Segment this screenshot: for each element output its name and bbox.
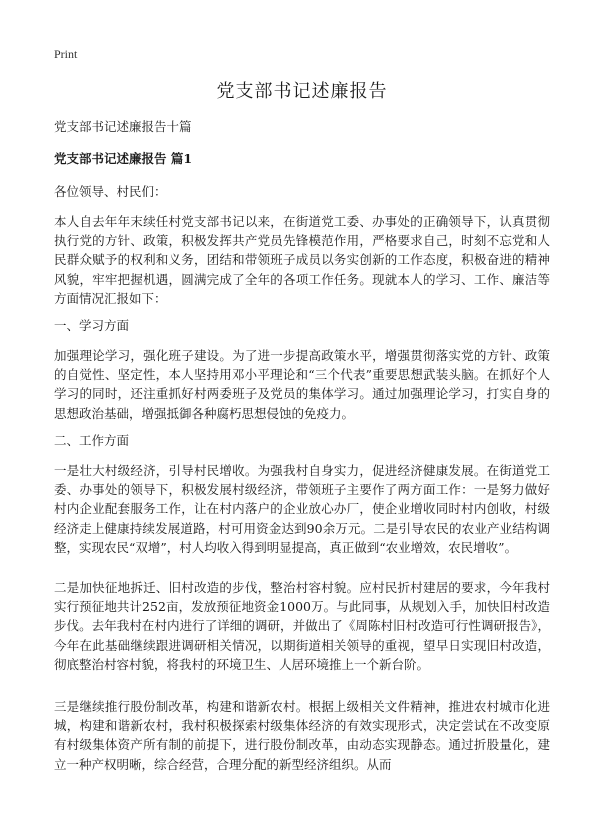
work-paragraph-1: 一是壮大村级经济，引导村民增收。为强我村自身实力，促进经济健康发展。在街道党工委、办事处的领导下，积极发展村级经济，带领班子主要作了两方面工作：一是努力做好村内企业配套服务工作，让在村内落户的企业放心办厂，使企业增收同时村内创收，村级经济走上健康持续发展道路，村可用资金达到90余万元。二是引导农民的农业产业结构调整，实现农民“双增”，村人均收入得到明显提高，真正做到“农业增效，农民增收”。: [54, 463, 550, 555]
work-paragraph-2: 二是加快征地拆迁、旧村改造的步伐，整治村容村貌。应村民折村建居的要求，今年我村实行预征地共计252亩，发放预征地资金1000万。与此同事，从规划入手，加快旧村改造步伐。去年我村在村内进行了详细的调研，并做出了《周陈村旧村改造可行性调研报告》，今年在此基础继续跟进调研相关情况，以期街道相关领导的重视，望早日实现旧村改造，彻底整治村容村貌，将我村的环境卫生、人居环境推上一个新台阶。: [54, 580, 550, 672]
study-paragraph: 加强理论学习，强化班子建设。为了进一步提高政策水平，增强贯彻落实党的方针、政策的自觉性、坚定性，本人坚持用邓小平理论和“三个代表”重要思想武装头脑。在抓好个人学习的同时，还注重抓好村两委班子及党员的集体学习。通过加强理论学习，打实自身的思想政治基础，增强抵御各种腐朽思想侵蚀的免疫力。: [54, 348, 550, 421]
greeting-paragraph: 各位领导、村民们：: [54, 184, 167, 199]
document-page: [54, 0, 550, 828]
subheading-study: 一、学习方面: [54, 318, 130, 333]
work-paragraph-3: 三是继续推行股份制改革，构建和谐新农村。根据上级相关文件精神，推进农村城市化进城，构建和谐新农村，我村积极探索村级集体经济的有效实现形式，决定尝试在不改变原有村级集体资产所有制的前提下，进行股份制改革，由动态实现静态。通过折股量化，建立一种产权明晰，综合经营，合理分配的新型经济组织。从而: [54, 699, 550, 772]
document-title: 党支部书记述廉报告: [216, 81, 388, 102]
document-subtitle: 党支部书记述廉报告十篇: [54, 119, 192, 134]
intro-paragraph: 本人自去年年末续任村党支部书记以来，在街道党工委、办事处的正确领导下，认真贯彻执行党的方针、政策，积极发挥共产党员先锋模范作用，严格要求自己，时刻不忘党和人民群众赋予的权利和义务，团结和带领班子成员以务实创新的工作态度，积极奋进的精神风貌，牢牢把握机遇，圆满完成了全年的各项工作任务。现就本人的学习、工作、廉洁等方面情况汇报如下：: [54, 214, 550, 306]
section-heading: 党支部书记述廉报告 篇1: [54, 151, 193, 166]
subheading-work: 二、工作方面: [54, 433, 130, 448]
print-link[interactable]: Print: [54, 47, 78, 61]
